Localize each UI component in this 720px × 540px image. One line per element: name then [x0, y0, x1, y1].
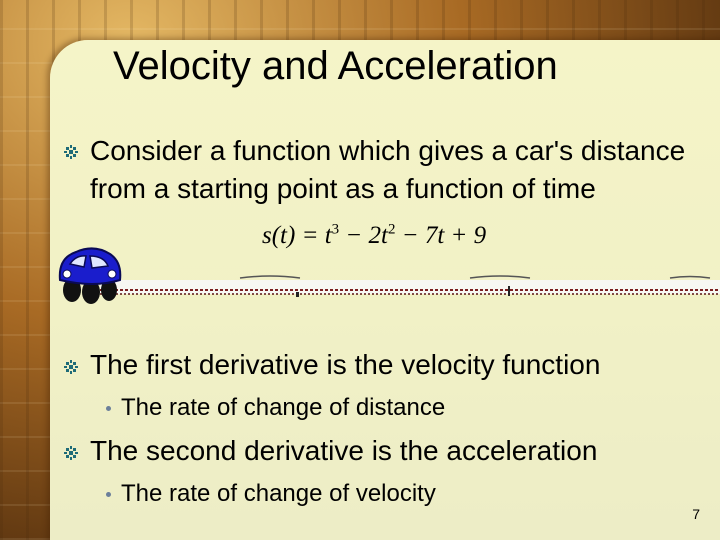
formula-rest: − 7t + 9 [395, 222, 487, 249]
formula-exp-1: 3 [331, 221, 340, 238]
bullet-1-icon [64, 145, 78, 159]
sub-bullet-2-text: The rate of change of velocity [121, 480, 436, 507]
car-icon [54, 242, 126, 304]
bullet-3-text: The second derivative is the acceleration [90, 435, 598, 466]
formula-mid: − 2t [339, 222, 388, 249]
sub-bullet-1-text: The rate of change of distance [121, 394, 446, 421]
distance-formula [262, 222, 486, 250]
sub-bullet-1-dot [106, 406, 111, 411]
slide-title: Velocity and Acceleration [113, 44, 558, 88]
bullet-3-icon [64, 446, 78, 460]
formula-lhs: s(t) = t [262, 222, 332, 249]
road-ruler-icon [100, 272, 720, 302]
bullet-1-text: Consider a function which gives a car's distance from a starting point as a function of time [90, 135, 686, 204]
bullet-2-icon [64, 360, 78, 374]
sub-bullet-2-dot [106, 492, 111, 497]
bullet-2-text: The first derivative is the velocity function [90, 349, 601, 380]
page-number: 7 [692, 506, 700, 522]
formula-exp-2: 2 [387, 221, 396, 238]
